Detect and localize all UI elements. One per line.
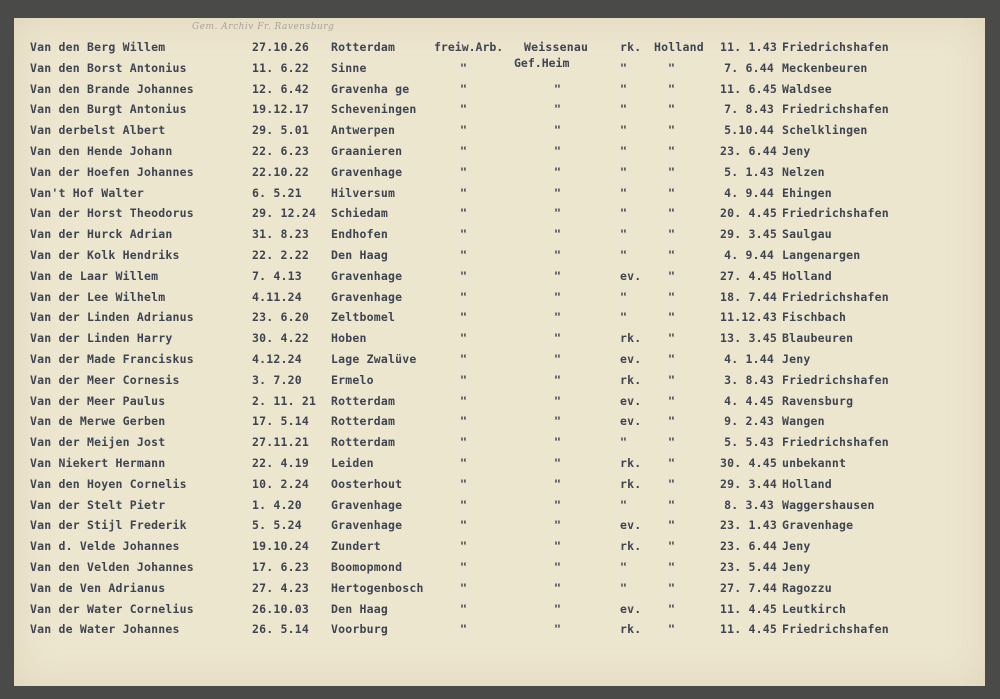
cell-place: Hoben (331, 331, 367, 346)
cell-dplace: Friedrichshafen (782, 622, 889, 637)
cell-place: Gravenha ge (331, 81, 410, 96)
cell-rel: " (620, 560, 628, 574)
cell-birth: 2. 11. 21 (252, 393, 317, 408)
cell-birth: 26.10.03 (252, 601, 309, 616)
cell-nat: " (668, 268, 676, 283)
cell-name: Van den Hoyen Cornelis (30, 476, 187, 491)
cell-rel: rk. (620, 331, 642, 346)
cell-birth: 23. 6.20 (252, 310, 309, 325)
cell-camp: " (554, 227, 562, 242)
cell-nat: " (668, 580, 676, 595)
cell-place: Schiedam (331, 206, 388, 221)
table-row (14, 477, 985, 497)
table-row (14, 269, 985, 289)
cell-rel: rk. (620, 476, 642, 491)
table-row (14, 581, 985, 601)
cell-place: Gravenhage (331, 518, 403, 533)
cell-nat: " (668, 60, 676, 75)
cell-camp: " (554, 476, 562, 491)
cell-rel: " (620, 580, 628, 595)
cell-nat: " (668, 456, 676, 470)
cell-ddate: 30. 4.45 (720, 456, 777, 470)
cell-camp: " (554, 185, 562, 200)
cell-ddate: 18. 7.44 (720, 289, 777, 304)
cell-name: Van der Hoefen Johannes (30, 164, 194, 179)
cell-place: Scheveningen (331, 102, 417, 117)
cell-camp: " (554, 580, 562, 595)
cell-camp: " (554, 622, 562, 637)
cell-work: " (460, 60, 468, 75)
cell-name: Van der Water Cornelius (30, 601, 194, 616)
cell-nat: " (668, 352, 676, 366)
cell-work: " (460, 123, 468, 138)
cell-birth: 17. 5.14 (252, 414, 309, 429)
cell-work: " (460, 393, 468, 408)
cell-name: Van den Brande Johannes (30, 81, 194, 96)
cell-nat: " (668, 476, 676, 491)
cell-rel: ev. (620, 601, 642, 616)
cell-dplace: Jeny (782, 352, 811, 366)
cell-nat: " (668, 497, 676, 512)
cell-ddate: 23. 5.44 (720, 560, 777, 574)
cell-birth: 3. 7.20 (252, 372, 302, 387)
cell-camp: " (554, 560, 562, 574)
cell-name: Van den Hende Johann (30, 144, 173, 158)
cell-place: Den Haag (331, 601, 388, 616)
table-row (14, 560, 985, 580)
cell-rel: ev. (620, 352, 642, 366)
cell-birth: 19.10.24 (252, 539, 309, 554)
table-row (14, 602, 985, 622)
cell-place: Gravenhage (331, 497, 403, 512)
cell-work: " (460, 580, 468, 595)
cell-work: " (460, 185, 468, 200)
cell-name: Van der Stijl Frederik (30, 518, 187, 533)
cell-rel: ev. (620, 268, 642, 283)
cell-dplace: Leutkirch (782, 601, 847, 616)
cell-camp: " (554, 310, 562, 325)
cell-ddate: 13. 3.45 (720, 331, 777, 346)
cell-ddate: 7. 8.43 (724, 102, 774, 117)
table-row (14, 165, 985, 185)
cell-nat: " (668, 331, 676, 346)
cell-dplace: Fischbach (782, 310, 847, 325)
cell-ddate: 23. 6.44 (720, 144, 777, 158)
header-nationality: Holland (654, 40, 704, 54)
cell-camp: " (554, 81, 562, 96)
cell-nat: " (668, 560, 676, 574)
cell-ddate: 4. 9.44 (724, 185, 774, 200)
cell-dplace: Friedrichshafen (782, 435, 889, 450)
cell-name: Van de Laar Willem (30, 268, 159, 283)
cell-place: Voorburg (331, 622, 388, 637)
cell-nat: " (668, 144, 676, 158)
cell-place: Antwerpen (331, 123, 396, 138)
cell-name: Van den Borst Antonius (30, 60, 187, 75)
cell-rel: ev. (620, 393, 642, 408)
cell-ddate: 7. 6.44 (724, 60, 774, 75)
cell-dplace: Waggershausen (782, 497, 875, 512)
cell-work: " (460, 518, 468, 533)
cell-ddate: 8. 3.43 (724, 497, 774, 512)
table-row (14, 290, 985, 310)
cell-nat: " (668, 372, 676, 387)
cell-rel: " (620, 497, 628, 512)
cell-work: " (460, 560, 468, 574)
table-row (14, 102, 985, 122)
cell-place: Lage Zwalüve (331, 352, 417, 366)
cell-dplace: Nelzen (782, 164, 825, 179)
cell-camp: " (554, 248, 562, 262)
cell-dplace: Schelklingen (782, 123, 868, 138)
cell-birth: 7. 4.13 (252, 268, 302, 283)
cell-birth: 10. 2.24 (252, 476, 309, 491)
cell-name: Van derbelst Albert (30, 123, 166, 138)
cell-name: Van den Velden Johannes (30, 560, 194, 574)
cell-dplace: Friedrichshafen (782, 206, 889, 221)
cell-ddate: 4. 1.44 (724, 352, 774, 366)
cell-camp: " (554, 268, 562, 283)
cell-work: " (460, 372, 468, 387)
cell-name: Van Niekert Hermann (30, 456, 166, 470)
register-table (14, 18, 985, 686)
table-row (14, 435, 985, 455)
cell-rel: " (620, 81, 628, 96)
cell-place: Endhofen (331, 227, 388, 242)
cell-nat: " (668, 123, 676, 138)
cell-nat: " (668, 206, 676, 221)
cell-birth: 22. 2.22 (252, 248, 309, 262)
cell-work: " (460, 227, 468, 242)
header-camp-line2: Gef.Heim (514, 56, 570, 70)
cell-camp: " (554, 539, 562, 554)
cell-dplace: Friedrichshafen (782, 289, 889, 304)
cell-work: " (460, 622, 468, 637)
cell-ddate: 4. 4.45 (724, 393, 774, 408)
cell-place: Hilversum (331, 185, 396, 200)
cell-birth: 26. 5.14 (252, 622, 309, 637)
cell-nat: " (668, 518, 676, 533)
cell-birth: 27.11.21 (252, 435, 309, 450)
cell-work: " (460, 456, 468, 470)
cell-nat: " (668, 102, 676, 117)
cell-camp: " (554, 456, 562, 470)
pencil-annotation: Gem. Archiv Fr. Ravensburg (192, 22, 335, 32)
cell-camp: " (554, 497, 562, 512)
cell-place: Rotterdam (331, 40, 396, 54)
cell-dplace: Ehingen (782, 185, 832, 200)
table-row (14, 373, 985, 393)
cell-ddate: 5. 1.43 (724, 164, 774, 179)
cell-work: " (460, 248, 468, 262)
cell-camp: " (554, 164, 562, 179)
cell-camp: " (554, 352, 562, 366)
cell-rel: " (620, 435, 628, 450)
cell-ddate: 5.10.44 (724, 123, 774, 138)
cell-birth: 22. 6.23 (252, 144, 309, 158)
cell-camp: " (554, 289, 562, 304)
cell-work: " (460, 164, 468, 179)
cell-place: Gravenhage (331, 164, 403, 179)
cell-ddate: 11. 6.45 (720, 81, 777, 96)
cell-camp: " (554, 393, 562, 408)
cell-ddate: 9. 2.43 (724, 414, 774, 429)
cell-dplace: Jeny (782, 539, 811, 554)
cell-work: " (460, 435, 468, 450)
cell-name: Van den Berg Willem (30, 40, 166, 54)
cell-work: " (460, 102, 468, 117)
table-row (14, 248, 985, 268)
cell-ddate: 4. 9.44 (724, 248, 774, 262)
cell-rel: " (620, 248, 628, 262)
cell-dplace: Friedrichshafen (782, 372, 889, 387)
cell-rel: rk. (620, 456, 642, 470)
cell-nat: " (668, 227, 676, 242)
cell-name: Van der Meijen Jost (30, 435, 166, 450)
cell-ddate: 11. 4.45 (720, 622, 777, 637)
cell-ddate: 11. 1.43 (720, 40, 777, 54)
cell-place: Gravenhage (331, 268, 403, 283)
cell-place: Rotterdam (331, 393, 396, 408)
cell-birth: 4.12.24 (252, 352, 302, 366)
cell-rel: " (620, 185, 628, 200)
cell-nat: " (668, 414, 676, 429)
cell-dplace: Friedrichshafen (782, 40, 889, 54)
cell-birth: 4.11.24 (252, 289, 302, 304)
cell-ddate: 29. 3.45 (720, 227, 777, 242)
cell-dplace: Meckenbeuren (782, 60, 868, 75)
cell-work: " (460, 310, 468, 325)
cell-work: " (460, 81, 468, 96)
table-row (14, 352, 985, 372)
cell-nat: " (668, 248, 676, 262)
cell-nat: " (668, 164, 676, 179)
cell-rel: " (620, 289, 628, 304)
cell-nat: " (668, 539, 676, 554)
cell-name: Van den Burgt Antonius (30, 102, 187, 117)
cell-rel: rk. (620, 622, 642, 637)
cell-birth: 19.12.17 (252, 102, 309, 117)
cell-place: Rotterdam (331, 435, 396, 450)
cell-name: Van de Merwe Gerben (30, 414, 166, 429)
cell-place: Gravenhage (331, 289, 403, 304)
cell-place: Graanieren (331, 144, 403, 158)
table-row (14, 394, 985, 414)
cell-name: Van der Kolk Hendriks (30, 248, 180, 262)
table-row (14, 123, 985, 143)
table-row (14, 186, 985, 206)
cell-name: Van de Ven Adrianus (30, 580, 166, 595)
document-page (14, 18, 985, 686)
table-row (14, 456, 985, 476)
cell-ddate: 5. 5.43 (724, 435, 774, 450)
cell-birth: 22.10.22 (252, 164, 309, 179)
cell-dplace: Ravensburg (782, 393, 854, 408)
cell-work: " (460, 206, 468, 221)
cell-name: Van't Hof Walter (30, 185, 144, 200)
cell-place: Zundert (331, 539, 381, 554)
cell-name: Van d. Velde Johannes (30, 539, 180, 554)
cell-dplace: Saulgau (782, 227, 832, 242)
cell-dplace: Gravenhage (782, 518, 854, 533)
table-row (14, 206, 985, 226)
cell-name: Van der Linden Harry (30, 331, 173, 346)
header-religion: rk. (620, 40, 642, 54)
cell-birth: 5. 5.24 (252, 518, 302, 533)
cell-dplace: Holland (782, 268, 832, 283)
cell-dplace: Langenargen (782, 248, 861, 262)
cell-place: Sinne (331, 60, 367, 75)
cell-rel: " (620, 310, 628, 325)
cell-place: Zeltbomel (331, 310, 396, 325)
cell-name: Van der Meer Cornesis (30, 372, 180, 387)
cell-work: " (460, 331, 468, 346)
cell-place: Oosterhout (331, 476, 403, 491)
cell-ddate: 20. 4.45 (720, 206, 777, 221)
cell-place: Hertogenbosch (331, 580, 424, 595)
cell-ddate: 23. 1.43 (720, 518, 777, 533)
cell-camp: " (554, 331, 562, 346)
cell-rel: " (620, 123, 628, 138)
table-row (14, 40, 985, 60)
cell-birth: 27. 4.23 (252, 580, 309, 595)
cell-rel: " (620, 60, 628, 75)
cell-birth: 17. 6.23 (252, 560, 309, 574)
cell-nat: " (668, 393, 676, 408)
cell-nat: " (668, 81, 676, 96)
cell-name: Van der Horst Theodorus (30, 206, 194, 221)
cell-birth: 31. 8.23 (252, 227, 309, 242)
cell-nat: " (668, 185, 676, 200)
cell-rel: " (620, 227, 628, 242)
cell-camp: " (554, 206, 562, 221)
table-row (14, 414, 985, 434)
cell-birth: 6. 5.21 (252, 185, 302, 200)
cell-camp: " (554, 123, 562, 138)
cell-rel: rk. (620, 372, 642, 387)
cell-dplace: Holland (782, 476, 832, 491)
cell-ddate: 23. 6.44 (720, 539, 777, 554)
cell-work: " (460, 601, 468, 616)
header-camp-line1: Weissenau (524, 40, 589, 54)
table-row (14, 498, 985, 518)
table-row (14, 227, 985, 247)
cell-camp: " (554, 601, 562, 616)
cell-birth: 22. 4.19 (252, 456, 309, 470)
cell-rel: " (620, 102, 628, 117)
cell-camp: " (554, 144, 562, 158)
cell-name: Van de Water Johannes (30, 622, 180, 637)
cell-dplace: Blaubeuren (782, 331, 854, 346)
cell-work: " (460, 144, 468, 158)
cell-camp: " (554, 372, 562, 387)
cell-place: Ermelo (331, 372, 374, 387)
cell-name: Van der Hurck Adrian (30, 227, 173, 242)
cell-name: Van der Lee Wilhelm (30, 289, 166, 304)
cell-rel: ev. (620, 414, 642, 429)
table-row (14, 310, 985, 330)
cell-ddate: 3. 8.43 (724, 372, 774, 387)
cell-dplace: Jeny (782, 144, 811, 158)
cell-work: " (460, 414, 468, 429)
cell-work: " (460, 476, 468, 491)
table-row (14, 331, 985, 351)
cell-dplace: Wangen (782, 414, 825, 429)
cell-dplace: Ragozzu (782, 580, 832, 595)
cell-rel: " (620, 206, 628, 221)
cell-name: Van der Meer Paulus (30, 393, 166, 408)
cell-birth: 29. 12.24 (252, 206, 317, 221)
table-row (14, 622, 985, 642)
cell-ddate: 11. 4.45 (720, 601, 777, 616)
cell-birth: 29. 5.01 (252, 123, 309, 138)
cell-nat: " (668, 622, 676, 637)
cell-work: " (460, 289, 468, 304)
cell-place: Boomopmond (331, 560, 403, 574)
cell-nat: " (668, 601, 676, 616)
table-row (14, 61, 985, 81)
cell-nat: " (668, 435, 676, 450)
cell-name: Van der Made Franciskus (30, 352, 194, 366)
cell-birth: 1. 4.20 (252, 497, 302, 512)
table-row (14, 539, 985, 559)
cell-birth: 12. 6.42 (252, 81, 309, 96)
cell-ddate: 29. 3.44 (720, 476, 777, 491)
table-row (14, 82, 985, 102)
table-row (14, 518, 985, 538)
cell-nat: " (668, 289, 676, 304)
cell-camp: " (554, 518, 562, 533)
cell-name: Van der Linden Adrianus (30, 310, 194, 325)
cell-work: " (460, 539, 468, 554)
header-work-type: freiw.Arb. (434, 40, 504, 54)
cell-work: " (460, 497, 468, 512)
table-row (14, 144, 985, 164)
cell-dplace: unbekannt (782, 456, 847, 470)
cell-ddate: 11.12.43 (720, 310, 777, 325)
cell-dplace: Friedrichshafen (782, 102, 889, 117)
cell-place: Den Haag (331, 248, 388, 262)
cell-work: " (460, 268, 468, 283)
cell-camp: " (554, 102, 562, 117)
cell-ddate: 27. 4.45 (720, 268, 777, 283)
cell-name: Van der Stelt Pietr (30, 497, 166, 512)
cell-rel: " (620, 144, 628, 158)
cell-nat: " (668, 310, 676, 325)
cell-rel: rk. (620, 539, 642, 554)
cell-place: Leiden (331, 456, 374, 470)
cell-rel: " (620, 164, 628, 179)
cell-dplace: Jeny (782, 560, 811, 574)
cell-camp: " (554, 435, 562, 450)
cell-place: Rotterdam (331, 414, 396, 429)
cell-work: " (460, 352, 468, 366)
cell-camp: " (554, 414, 562, 429)
cell-ddate: 27. 7.44 (720, 580, 777, 595)
cell-dplace: Waldsee (782, 81, 832, 96)
cell-rel: ev. (620, 518, 642, 533)
cell-birth: 11. 6.22 (252, 60, 309, 75)
cell-birth: 30. 4.22 (252, 331, 309, 346)
cell-birth: 27.10.26 (252, 40, 309, 54)
